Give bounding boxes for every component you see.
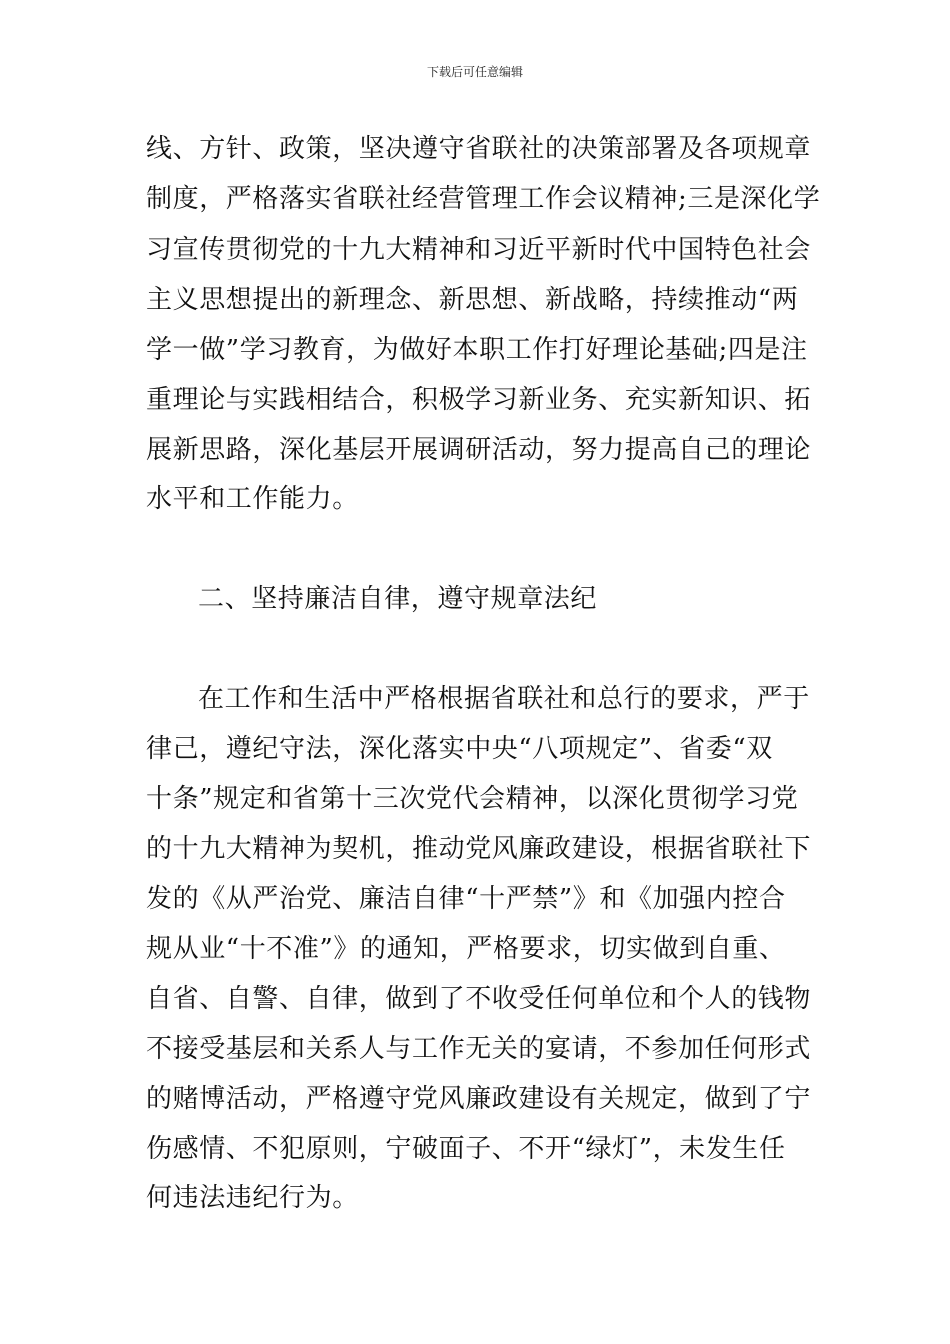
paragraph-line: 十条”规定和省第十三次党代会精神，以深化贯彻学习党: [146, 784, 799, 814]
paragraph-line: 伤感情、不犯原则，宁破面子、不开“绿灯”，未发生任: [146, 1134, 786, 1164]
paragraph-line: 发的《从严治党、廉洁自律“十严禁”》和《加强内控合: [146, 884, 786, 914]
paragraph-line: 在工作和生活中严格根据省联社和总行的要求，严于: [198, 684, 810, 714]
paragraph-line: 重理论与实践相结合，积极学习新业务、充实新知识、拓: [146, 385, 812, 415]
paragraph-line: 自省、自警、自律，做到了不收受任何单位和个人的钱物: [146, 984, 812, 1014]
paragraph-line: 规从业“十不准”》的通知，严格要求，切实做到自重、: [146, 934, 786, 964]
paragraph-line: 习宣传贯彻党的十九大精神和习近平新时代中国特色社会: [146, 235, 812, 265]
paragraph-line: 的十九大精神为契机，推动党风廉政建设，根据省联社下: [146, 834, 812, 864]
paragraph-line: 主义思想提出的新理念、新思想、新战略，持续推动“两: [146, 285, 799, 315]
paragraph-line: 水平和工作能力。: [146, 484, 359, 514]
paragraph-line: 制度，严格落实省联社经营管理工作会议精神;三是深化学: [146, 184, 821, 214]
paragraph-line: 线、方针、政策，坚决遵守省联社的决策部署及各项规章: [146, 134, 812, 164]
page-header: 下载后可任意编辑: [426, 65, 523, 79]
section-heading: 二、坚持廉洁自律，遵守规章法纪: [198, 584, 598, 614]
paragraph-line: 不接受基层和关系人与工作无关的宴请，不参加任何形式: [146, 1034, 812, 1064]
paragraph-line: 的赌博活动，严格遵守党风廉政建设有关规定，做到了宁: [146, 1084, 812, 1114]
paragraph-line: 展新思路，深化基层开展调研活动，努力提高自己的理论: [146, 435, 812, 465]
paragraph-line: 律己，遵纪守法，深化落实中央“八项规定”、省委“双: [146, 734, 773, 764]
paragraph-line: 学一做”学习教育，为做好本职工作打好理论基础;四是注: [146, 335, 808, 365]
paragraph-line: 何违法违纪行为。: [146, 1183, 359, 1213]
